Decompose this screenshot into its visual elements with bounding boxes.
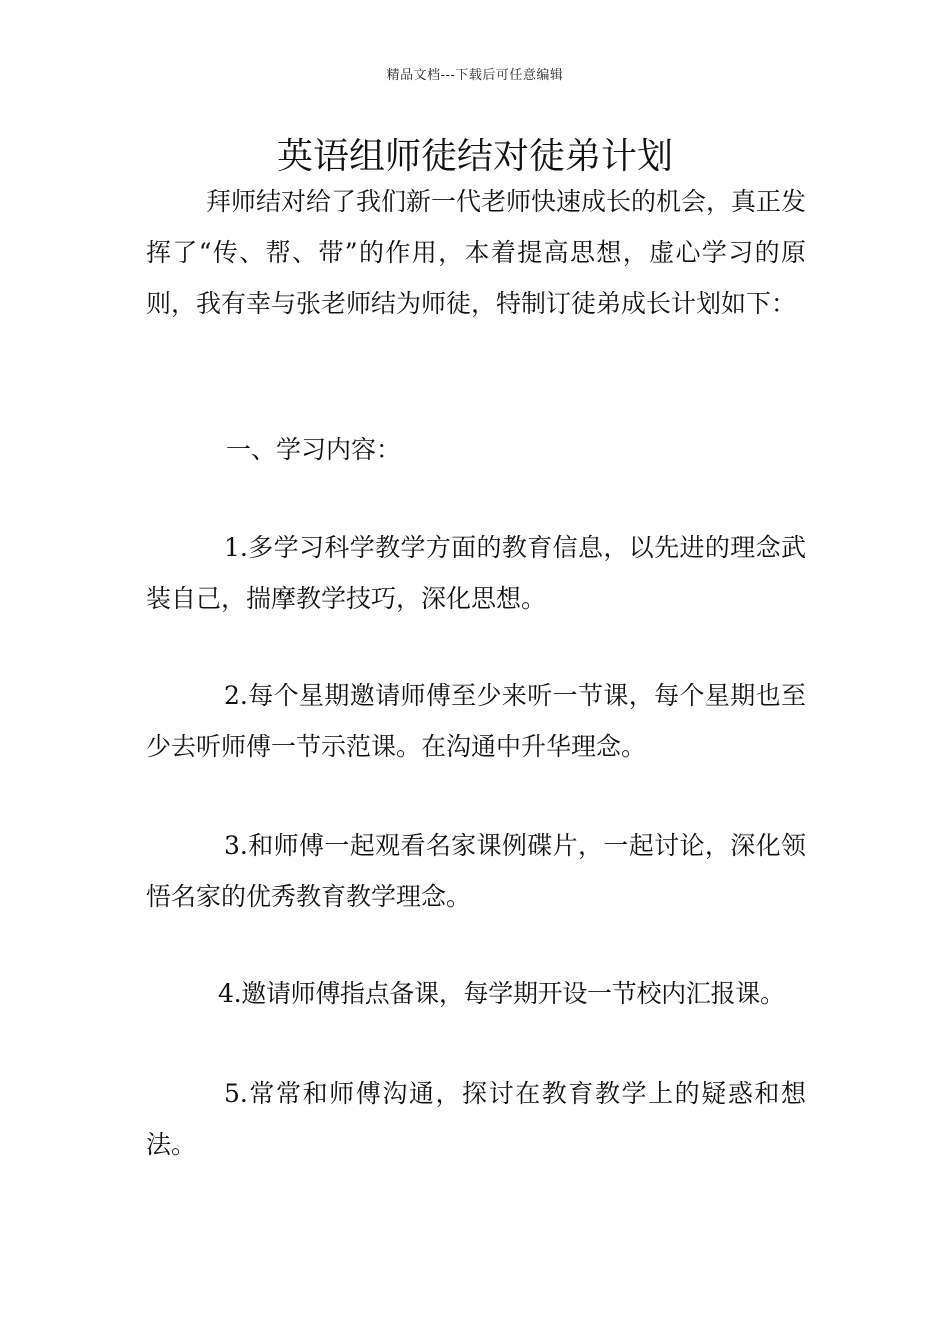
- list-item: 4.邀请师傅指点备课，每学期开设一节校内汇报课。: [218, 979, 785, 1008]
- list-item: 3.和师傅一起观看名家课例碟片，一起讨论，深化领悟名家的优秀教育教学理念。: [146, 831, 806, 911]
- list-item: 2.每个星期邀请师傅至少来听一节课，每个星期也至少去听师傅一节示范课。在沟通中升华理念。: [146, 681, 806, 761]
- intro-paragraph: 拜师结对给了我们新一代老师快速成长的机会，真正发挥了“传、帮、带”的作用，本着提高思想，虚心学习的原则，我有幸与张老师结为师徒，特制订徒弟成长计划如下：: [146, 187, 807, 318]
- list-item: 5.常常和师傅沟通，探讨在教育教学上的疑惑和想法。: [146, 1079, 806, 1159]
- section-heading: 一、学习内容：: [226, 435, 402, 464]
- document-title: 英语组师徒结对徒弟计划: [276, 136, 673, 177]
- list-item: 1.多学习科学教学方面的教育信息，以先进的理念武装自己，揣摩教学技巧，深化思想。: [146, 533, 806, 613]
- header-note: 精品文档---下载后可任意编辑: [386, 68, 564, 83]
